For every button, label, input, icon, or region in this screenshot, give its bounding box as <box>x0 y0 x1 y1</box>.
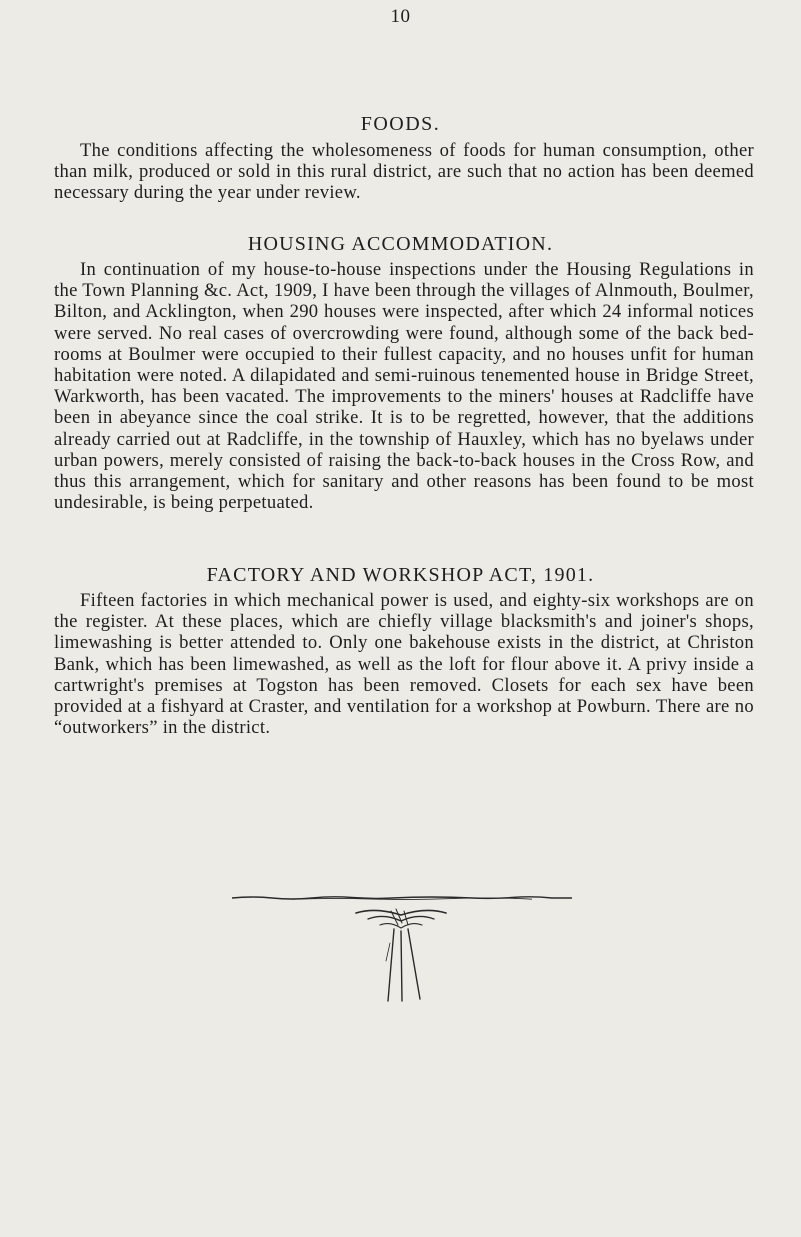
paragraph-factory-workshop-act: Fifteen factories in which mechanical power is used, and eighty-six workshops are on the register. At these places, which are chiefly village blacksmith's and joiner's shops, limewashing is better attended to. Only one bakehouse exists in the district, at Christon Bank, which has been limewashed, as well as the loft for flour above it. A privy inside a cartwright's premises at Togston has been removed. Closets for each sex have been provided at a fishyard at Craster, and ventilation for a workshop at Powburn. There are no “outworkers” in the district. <box>54 590 754 739</box>
paragraph-housing-accommodation: In continuation of my house-to-house inspections under the Housing Regulations in the Town Planning &c. Act, 1909, I have been through the villages of Alnmouth, Boulmer, Bilton, and Acklington, when 290 houses were inspected, after which 24 informal notices were served. No real cases of overcrowding were found, although some of the back bed-rooms at Boulmer were occupied to their fullest capacity, and no houses unfit for human habitation were noted. A dilapidated and semi-ruinous tenemented house in Bridge Street, Warkworth, has been vacated. The improvements to the miners' houses at Radcliffe have been in abeyance since the coal strike. It is to be regretted, however, that the additions already carried out at Radcliffe, in the township of Hauxley, which has no byelaws under urban powers, merely consisted of raising the back-to-back houses in the Cross Row, and thus this arrangement, which for sanitary and other reasons has been found to be most undesirable, is being perpetuated. <box>54 259 754 514</box>
paragraph-foods: The conditions affecting the wholesomeness of foods for human consumption, other than milk, produced or sold in this rural district, are such that no action has been deemed necessary during the year under review. <box>54 140 754 204</box>
printer-ornament-icon <box>346 903 456 1003</box>
page-number: 10 <box>390 6 411 27</box>
heading-foods: FOODS. <box>360 113 441 135</box>
heading-housing-accommodation: HOUSING ACCOMMODATION. <box>247 233 554 255</box>
heading-factory-workshop-act: FACTORY AND WORKSHOP ACT, 1901. <box>206 564 595 586</box>
decorative-rule <box>232 895 572 901</box>
